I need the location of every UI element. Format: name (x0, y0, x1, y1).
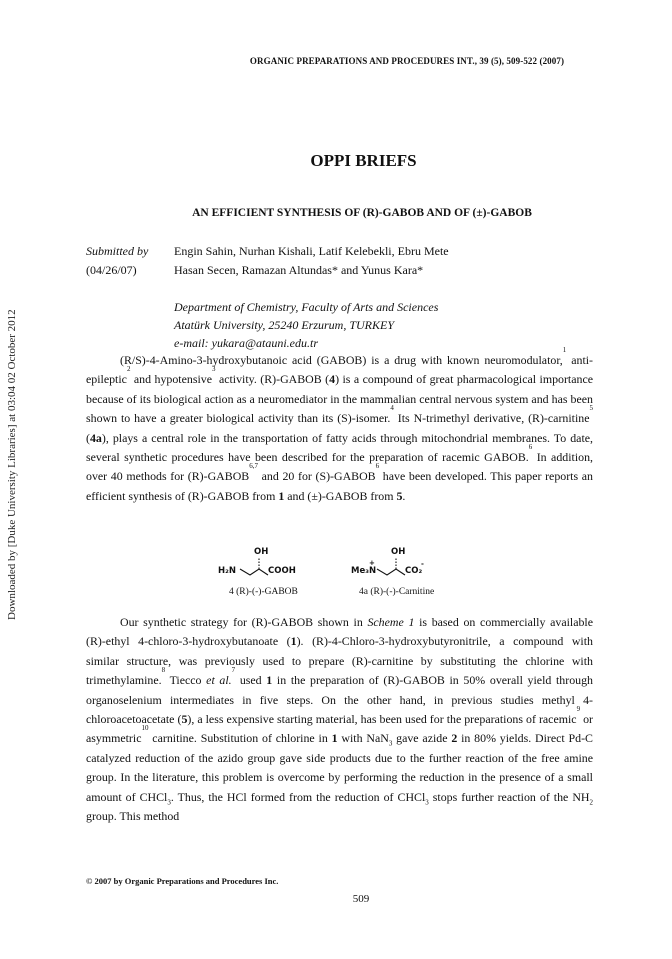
submission-date: (04/26/07) (86, 263, 137, 277)
body-paragraph: Our synthetic strategy for (R)-GABOB shown in Scheme 1 is based on commercially available (R)-ethyl 4-chloro-3-hydroxybutanoate (1). (R)-4-Chloro-3-hydroxybutyronitrile, a compound with similar structure, was previously used to prepare (R)-carnitine by substituting the chlorine with trimethylamine.$^8$ Tiecco et al.$^7$ used 1 in the preparation of (R)-GABOB in 50% overall yield through organoselenium intermediates in five steps. On the other hand, in previous studies methyl 4-chloroacetoacetate (5), a less expensive starting material, has been used for the preparations of racemic$^9$ or asymmetric$^{10}$ carnitine. Substitution of chlorine in 1 with NaN$_3$ gave azide 2 in 80% yields. Direct Pd-C catalyzed reduction of the azido group gave side products due to the further reaction of the free amine group. In the literature, this problem is overcome by performing the reduction in the presence of a small amount of CHCl$_3$. Thus, the HCl formed from the reduction of CHCl$_3$ stops further reaction of the $NH_2$ group. This method (86, 615, 594, 824)
affiliation (174, 298, 614, 352)
affiliation-line-1: Department of Chemistry, Faculty of Arts and Sciences (174, 300, 439, 314)
gabob-oh: OH (254, 547, 269, 557)
structures-figure (0, 540, 672, 610)
gabob-chain (240, 569, 268, 575)
carnitine-me3n: Me₃N (351, 566, 377, 576)
carnitine-plus: + (369, 559, 375, 567)
page-number: 509 (352, 893, 370, 905)
affiliation-line-2: Atatürk University, 25240 Erzurum, TURKEY (174, 318, 395, 332)
authors-line-1: Engin Sahin, Nurhan Kishali, Latif Kelebekli, Ebru Mete (174, 244, 449, 258)
structure-drawings (0, 540, 672, 600)
journal-header: ORGANIC PREPARATIONS AND PROCEDURES INT., 39 (5), 509-522 (2007) (249, 56, 565, 66)
article-title: AN EFFICIENT SYNTHESIS OF (R)-GABOB AND OF (±)-GABOB (192, 207, 532, 219)
gabob-h2n: H₂N (218, 566, 236, 576)
section-title: OPPI BRIEFS (310, 151, 417, 170)
download-watermark: Downloaded by [Duke University Libraries] at 03:04 02 October 2012 (6, 309, 18, 620)
copyright-notice: © 2007 by Organic Preparations and Procedures Inc. (86, 876, 279, 886)
carnitine-minus: - (421, 560, 424, 568)
carnitine-caption: 4a (R)-(-)-Carnitine (359, 587, 435, 597)
affiliation-email: e-mail: yukara@atauni.edu.tr (174, 336, 319, 350)
carnitine-co2: CO₂ (405, 566, 423, 576)
carnitine-oh: OH (391, 547, 406, 557)
gabob-caption: 4 (R)-(-)-GABOB (229, 587, 298, 597)
author-list (174, 242, 614, 280)
authors-line-2: Hasan Secen, Ramazan Altundas* and Yunus Kara* (174, 263, 424, 277)
carnitine-chain (377, 569, 405, 575)
submitted-by-label: Submitted by (86, 244, 149, 258)
intro-paragraph: (R/S)-4-Amino-3-hydroxybutanoic acid (GABOB) is a drug with known neuromodulator,$^1$ anti-epileptic$^2$ and hypotensive$^3$ activity. (R)-GABOB (4) is a compound of great pharmacological importance because of its biological action as a neuromediator in the mammalian central nervous system and has been shown to have a greater biological activity than its (S)-isomer.$^4$ Its N-trimethyl derivative, (R)-carnitine$^5$ (4a), plays a central role in the transportation of fatty acids through mitochondrial membranes. To date, several synthetic procedures have been described for the preparation of racemic GABOB.$^6$ In addition, over 40 methods for (R)-GABOB$^{6,7}$ and 20 for (S)-GABOB$^6$ have been developed. This paper reports an efficient synthesis of (R)-GABOB from 1 and (±)-GABOB from 5. (86, 346, 594, 503)
gabob-cooh: COOH (268, 566, 296, 576)
